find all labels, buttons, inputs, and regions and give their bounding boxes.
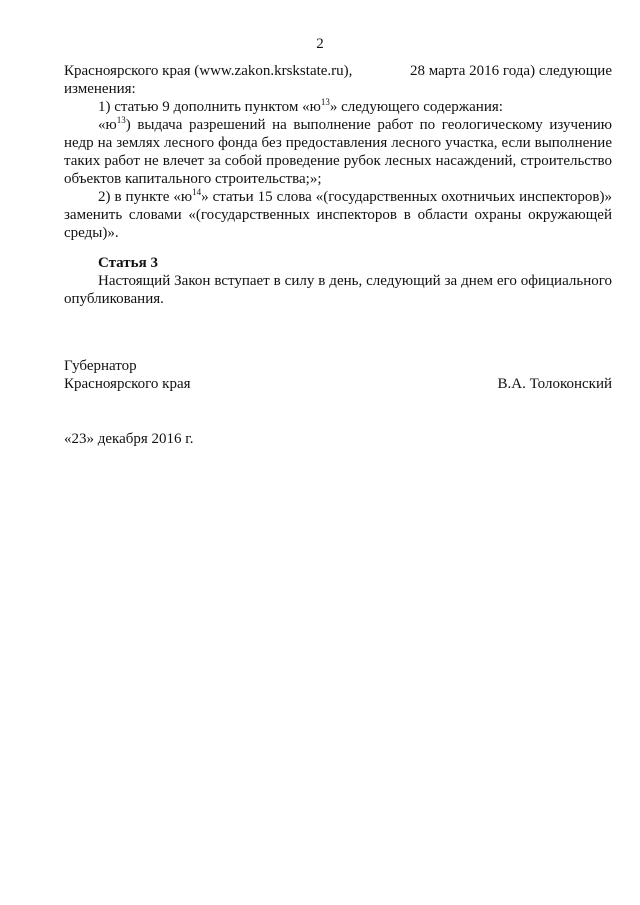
page-number: 2 — [316, 36, 324, 52]
signature-position-line1: Губернатор — [64, 358, 137, 374]
signature-name: В.А. Толоконский — [497, 376, 612, 392]
signing-date: «23» декабря 2016 г. — [64, 431, 194, 447]
intro-paragraph — [64, 62, 612, 98]
item-2-prefix: 2) в пункте «ю — [98, 189, 193, 205]
item-1-superscript: 13 — [320, 97, 330, 107]
item-1-prefix: 1) статью 9 дополнить пунктом «ю — [98, 99, 321, 115]
item-2-paragraph — [64, 188, 612, 242]
article-3-text: Настоящий Закон вступает в силу в день, следующий за днем его официального опубликования. — [64, 273, 612, 307]
article-3-title: Статья 3 — [98, 255, 158, 271]
quote-open: «ю — [98, 117, 117, 133]
item-2-suffix: » статьи 15 слова «(государственных охотничьих инспекторов)» заменить словами «(государственных инспекторов в области охраны окружающей среды)». — [64, 189, 612, 241]
item-2-superscript: 14 — [192, 187, 202, 197]
intro-line2: изменения: — [64, 81, 136, 97]
item-1-paragraph — [64, 98, 612, 116]
intro-line1-right: 28 марта 2016 года) следующие — [409, 63, 612, 79]
signature-position-line2: Красноярского края — [64, 376, 191, 392]
intro-line1-left: Красноярского края (www.zakon.krskstate.ru), — [64, 63, 353, 79]
quote-text: ) выдача разрешений на выполнение работ по геологическому изучению недр на землях лесного фонда без предоставления лесного участка, если выполнение таких работ не влечет за собой проведение рубок лесных насаждений, строительство объектов капитального строительства;»; — [64, 117, 612, 187]
article-3-section — [64, 254, 612, 308]
signature-block — [64, 357, 612, 393]
item-1-suffix: » следующего содержания: — [329, 99, 503, 115]
quote-paragraph — [64, 116, 612, 188]
quote-superscript: 13 — [116, 115, 126, 125]
